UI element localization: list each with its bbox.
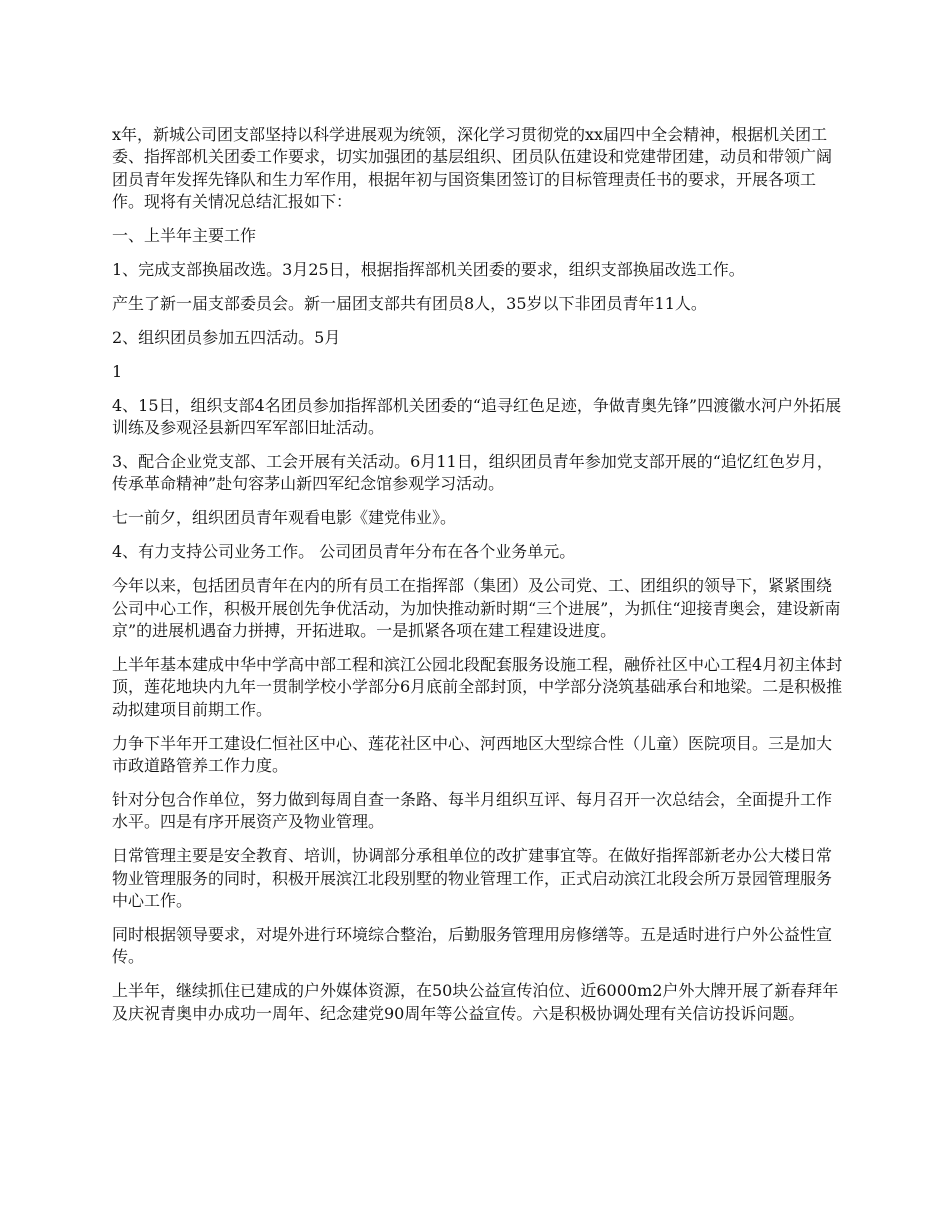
body-paragraph: 2、组织团员参加五四活动。5月 xyxy=(112,327,341,347)
body-paragraph: 产生了新一届支部委员会。新一届团支部共有团员8人，35岁以下非团员青年11人。 xyxy=(112,293,707,313)
intro-paragraph: x年，新城公司团支部坚持以科学进展观为统领，深化学习贯彻党的xx届四中全会精神，根据机关团工委、指挥部机关团委工作要求，切实加强团的基层组织、团员队伍建设和党建带团建，动员和带领广阔团员青年发挥先锋队和生力军作用，根据年初与国资集团签订的目标管理责任书的要求，开展各项工作。现将有关情况总结汇报如下： xyxy=(112,125,833,212)
body-paragraph: 同时根据领导要求，对堤外进行环境综合整治，后勤服务管理用房修缮等。五是适时进行户外公益性宣传。 xyxy=(112,924,833,967)
body-paragraph: 七一前夕，组织团员青年观看电影《建党伟业》。 xyxy=(112,508,457,528)
body-paragraph: 今年以来，包括团员青年在内的所有员工在指挥部（集团）及公司党、工、团组织的领导下，紧紧围绕公司中心工作，积极开展创先争优活动，为加快推动新时期“三个进展”，为抓住“迎接青奥会，建设新南京”的进展机遇奋力拼搏，开拓进取。一是抓紧各项在建工程建设进度。 xyxy=(112,576,841,640)
body-paragraph: 上半年基本建成中华中学高中部工程和滨江公园北段配套服务设施工程，融侨社区中心工程4月初主体封顶，莲花地块内九年一贯制学校小学部分6月底前全部封顶，中学部分浇筑基础承台和地梁。二是积极推动拟建项目前期工作。 xyxy=(112,654,843,719)
section-heading: 一、上半年主要工作 xyxy=(112,226,257,246)
body-paragraph: 4、有力支持公司业务工作。 公司团员青年分布在各个业务单元。 xyxy=(112,542,576,562)
body-paragraph: 4、15日，组织支部4名团员参加指挥部机关团委的“追寻红色足迹，争做青奥先锋”四渡徽水河户外拓展训练及参观泾县新四军军部旧址活动。 xyxy=(112,395,842,438)
document-body xyxy=(112,124,846,1037)
body-paragraph: 3、配合企业党支部、工会开展有关活动。6月11日，组织团员青年参加党支部开展的“追忆红色岁月，传承革命精神”赴句容茅山新四军纪念馆参观学习活动。 xyxy=(112,451,833,494)
body-paragraph: 日常管理主要是安全教育、培训，协调部分承租单位的改扩建事宜等。在做好指挥部新老办公大楼日常物业管理服务的同时，积极开展滨江北段别墅的物业管理工作，正式启动滨江北段会所万景园管理服务中心工作。 xyxy=(112,846,833,910)
body-paragraph: 力争下半年开工建设仁恒社区中心、莲花社区中心、河西地区大型综合性（儿童）医院项目。三是加大市政道路管养工作力度。 xyxy=(112,733,833,775)
body-paragraph: 1、完成支部换届改选。3月25日，根据指挥部机关团委的要求，组织支部换届改选工作。 xyxy=(112,260,745,280)
page-number: 1 xyxy=(112,361,123,381)
body-paragraph: 上半年，继续抓住已建成的户外媒体资源，在50块公益宣传泊位、近6000m2户外大牌开展了新春拜年及庆祝青奥申办成功一周年、纪念建党90周年等公益宣传。六是积极协调处理有关信访投诉问题。 xyxy=(112,981,839,1023)
body-paragraph: 针对分包合作单位，努力做到每周自查一条路、每半月组织互评、每月召开一次总结会，全面提升工作水平。四是有序开展资产及物业管理。 xyxy=(112,789,833,832)
